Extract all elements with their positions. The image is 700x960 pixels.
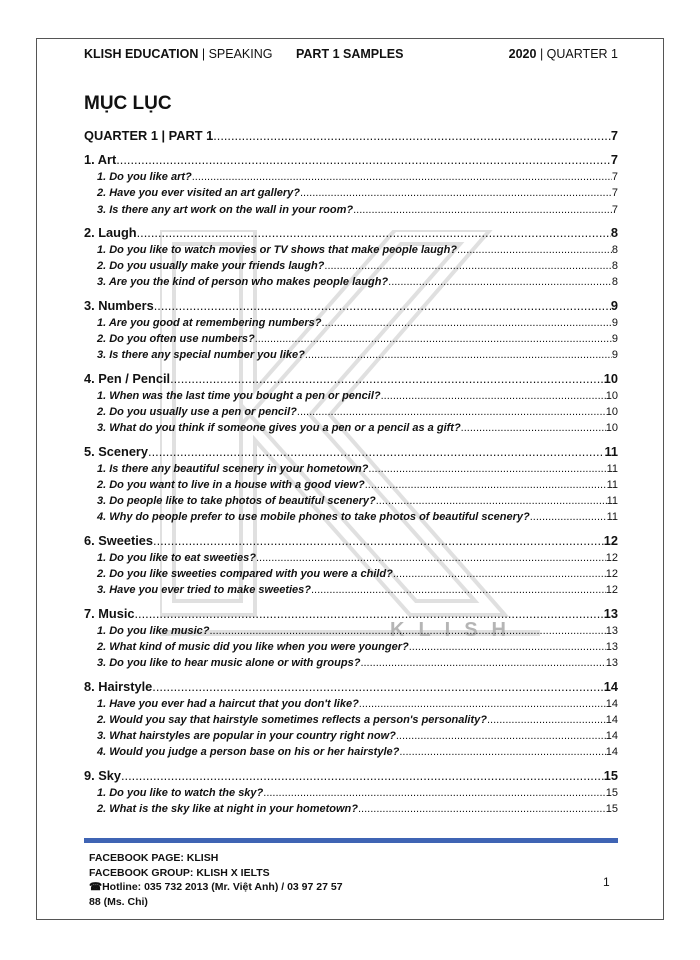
header-quarter: QUARTER 1 (546, 47, 618, 61)
toc-question-entry[interactable] (84, 404, 618, 420)
toc-question-entry-page: 10 (605, 389, 618, 402)
toc-question-entry[interactable] (84, 655, 618, 671)
toc-question-entry-title: 1. Is there any beautiful scenery in your hometown? (97, 462, 369, 475)
header-year: 2020 (508, 47, 537, 61)
toc-quarter-entry[interactable] (84, 126, 618, 145)
footer-hotline-line (89, 880, 349, 909)
toc-leader-dots (256, 550, 606, 566)
toc-question-entry-page: 7 (611, 171, 618, 183)
toc-question-entry[interactable] (84, 477, 618, 493)
toc-leader-dots (487, 712, 606, 728)
toc-question-entry[interactable] (84, 744, 618, 760)
page-number: 1 (603, 875, 610, 889)
toc-section-entry[interactable] (84, 442, 618, 461)
toc-question-entry[interactable] (84, 202, 618, 218)
toc-question-entry-title: 3. What hairstyles are popular in your country right now? (97, 730, 396, 743)
toc-leader-dots (461, 420, 606, 436)
toc-leader-dots (358, 801, 606, 817)
page-footer (89, 851, 349, 909)
toc-question-entry-page: 9 (611, 333, 618, 346)
toc-question-entry[interactable] (84, 258, 618, 274)
toc-question-entry-page: 8 (611, 243, 618, 256)
toc-question-entry[interactable] (84, 185, 618, 201)
toc-section-entry[interactable] (84, 531, 618, 550)
toc-leader-dots (135, 604, 604, 623)
toc-title: MỤC LỤC (84, 93, 172, 114)
header-separator: | (198, 47, 209, 61)
toc-question-entry-title: 1. Do you like music? (97, 624, 210, 637)
toc-question-entry-title: 2. Do you like sweeties compared with you were a child? (97, 568, 393, 581)
toc-leader-dots (360, 655, 605, 671)
toc-question-entry-page: 9 (611, 316, 618, 329)
toc-question-entry-title: 1. Do you like to eat sweeties? (97, 551, 256, 564)
toc-section-entry-page: 12 (603, 532, 618, 548)
toc-question-entry-page: 11 (606, 495, 618, 508)
toc-question-entry-title: 3. What do you think if someone gives you a pen or a pencil as a gift? (97, 422, 461, 435)
header-org: KLISH EDUCATION (84, 47, 199, 61)
toc-section-entry[interactable] (84, 604, 618, 623)
toc-leader-dots (393, 566, 606, 582)
toc-question-entry-page: 15 (605, 786, 618, 799)
toc-question-entry-title: 1. Have you ever had a haircut that you don't like? (97, 697, 359, 710)
toc-section-entry[interactable] (84, 150, 618, 169)
toc-question-entry-title: 4. Would you judge a person base on his or her hairstyle? (97, 746, 400, 759)
toc-section-entry-page: 9 (610, 297, 618, 313)
toc-question-entry-title: 2. Do you usually make your friends laugh? (97, 260, 325, 273)
toc-section-entry[interactable] (84, 223, 618, 242)
toc-question-entry[interactable] (84, 274, 618, 290)
toc-question-entry-page: 14 (605, 730, 618, 743)
toc-question-entry[interactable] (84, 801, 618, 817)
toc-section-entry-page: 7 (610, 152, 618, 167)
footer-facebook-page: FACEBOOK PAGE: KLISH (89, 852, 219, 864)
toc-question-entry-title: 4. Why do people prefer to use mobile phones to take photos of beautiful scenery? (97, 511, 530, 524)
toc-section-entry-page: 11 (604, 443, 618, 459)
table-of-contents (84, 126, 618, 817)
toc-section-entry-page: 13 (603, 605, 618, 621)
toc-leader-dots (209, 623, 605, 639)
toc-leader-dots (255, 331, 612, 347)
toc-question-entry[interactable] (84, 785, 618, 801)
toc-question-entry[interactable] (84, 388, 618, 404)
toc-question-entry-title: 1. Do you like art? (97, 171, 192, 183)
toc-section-entry-page: 10 (603, 370, 618, 386)
toc-leader-dots (137, 223, 611, 242)
toc-question-entry-page: 8 (611, 260, 618, 273)
toc-leader-dots (116, 150, 611, 169)
toc-question-entry-page: 10 (605, 422, 618, 435)
toc-question-entry[interactable] (84, 696, 618, 712)
toc-quarter-title: QUARTER 1 | PART 1 (84, 128, 214, 143)
toc-question-entry[interactable] (84, 712, 618, 728)
toc-section-entry-title: 5. Scenery (84, 443, 149, 459)
toc-question-entry-page: 12 (605, 584, 618, 597)
toc-section-entry-title: 3. Numbers (84, 297, 154, 313)
toc-leader-dots (121, 766, 604, 785)
toc-question-entry-title: 3. Do you like to hear music alone or with groups? (97, 657, 361, 670)
toc-question-entry[interactable] (84, 169, 618, 185)
header-left (84, 45, 272, 63)
toc-leader-dots (457, 242, 612, 258)
toc-leader-dots (322, 315, 612, 331)
toc-leader-dots (376, 493, 607, 509)
phone-icon: ☎ (89, 881, 103, 893)
toc-leader-dots (353, 202, 612, 218)
toc-question-entry-page: 13 (605, 657, 618, 670)
toc-leader-dots (154, 296, 611, 315)
toc-leader-dots (530, 509, 607, 525)
toc-question-entry[interactable] (84, 623, 618, 639)
toc-question-entry[interactable] (84, 461, 618, 477)
toc-leader-dots (365, 477, 607, 493)
toc-question-entry[interactable] (84, 315, 618, 331)
toc-question-entry-page: 11 (606, 511, 618, 524)
toc-question-entry-title: 3. Are you the kind of person who makes people laugh? (97, 276, 389, 289)
footer-hotline: Hotline: 035 732 2013 (Mr. Việt Anh) / 03 97 27 57 88 (Ms. Chi) (89, 881, 343, 908)
toc-question-entry-title: 2. What is the sky like at night in your hometown? (97, 803, 358, 816)
toc-question-entry-page: 12 (605, 551, 618, 564)
header-skill: SPEAKING (208, 47, 273, 61)
toc-question-entry-title: 2. Do you want to live in a house with a good view? (97, 478, 365, 491)
toc-leader-dots (396, 728, 606, 744)
toc-leader-dots (409, 639, 606, 655)
toc-question-entry-page: 7 (611, 203, 618, 216)
footer-divider-bar (84, 838, 618, 843)
toc-section-entry-title: 2. Laugh (84, 224, 137, 240)
toc-question-entry-page: 8 (611, 276, 618, 289)
toc-question-entry-page: 12 (605, 568, 618, 581)
toc-question-entry-page: 13 (605, 640, 618, 653)
toc-question-entry-page: 13 (605, 624, 618, 637)
toc-leader-dots (170, 369, 604, 388)
page-header (84, 45, 618, 63)
toc-question-entry[interactable] (84, 509, 618, 525)
toc-question-entry[interactable] (84, 550, 618, 566)
toc-question-entry-title: 3. Is there any art work on the wall in your room? (97, 203, 354, 216)
toc-question-entry-title: 2. Have you ever visited an art gallery? (97, 187, 300, 200)
toc-leader-dots (305, 347, 612, 363)
toc-section-entry-title: 9. Sky (84, 767, 121, 783)
toc-question-entry-title: 2. What kind of music did you like when you were younger? (97, 640, 409, 653)
toc-question-entry-title: 3. Is there any special number you like? (97, 349, 305, 362)
toc-section-entry[interactable] (84, 369, 618, 388)
toc-section-entry-page: 14 (603, 678, 618, 694)
toc-section-entry-page: 15 (603, 767, 618, 783)
toc-leader-dots (388, 274, 612, 290)
toc-leader-dots (324, 258, 611, 274)
toc-question-entry-page: 7 (611, 187, 618, 200)
toc-leader-dots (192, 169, 612, 185)
toc-leader-dots (300, 185, 612, 201)
toc-question-entry[interactable] (84, 566, 618, 582)
watermark-text: KLISH (390, 619, 520, 641)
toc-question-entry-page: 15 (605, 803, 618, 816)
toc-leader-dots (152, 677, 603, 696)
toc-question-entry-page: 11 (606, 478, 618, 491)
toc-section-entry-title: 8. Hairstyle (84, 678, 153, 694)
toc-question-entry-page: 14 (605, 713, 618, 726)
toc-question-entry[interactable] (84, 331, 618, 347)
toc-section-entry[interactable] (84, 296, 618, 315)
toc-section-entry-page: 8 (610, 224, 618, 240)
toc-section-entry[interactable] (84, 766, 618, 785)
toc-question-entry-title: 2. Would you say that hairstyle sometimes reflects a person's personality? (97, 713, 487, 726)
toc-question-entry[interactable] (84, 347, 618, 363)
toc-question-entry-title: 1. When was the last time you bought a pen or pencil? (97, 389, 381, 402)
toc-question-entry-title: 3. Have you ever tried to make sweeties? (97, 584, 311, 597)
toc-leader-dots (148, 442, 604, 461)
header-doc-title: PART 1 SAMPLES (296, 47, 404, 61)
toc-section-entry[interactable] (84, 677, 618, 696)
toc-question-entry-page: 11 (606, 462, 618, 475)
toc-section-entry-title: 4. Pen / Pencil (84, 370, 171, 386)
footer-facebook-group: FACEBOOK GROUP: KLISH X IELTS (89, 866, 270, 879)
toc-question-entry[interactable] (84, 728, 618, 744)
toc-question-entry-page: 14 (605, 746, 618, 759)
toc-question-entry-title: 2. Do you often use numbers? (97, 333, 255, 346)
toc-question-entry-title: 3. Do people like to take photos of beautiful scenery? (97, 495, 376, 508)
toc-leader-dots (399, 744, 605, 760)
toc-question-entry-page: 10 (605, 405, 618, 418)
toc-question-entry-page: 9 (611, 349, 618, 362)
toc-leader-dots (359, 696, 606, 712)
toc-question-entry[interactable] (84, 242, 618, 258)
toc-section-entry-title: 1. Art (84, 152, 117, 167)
header-right (509, 45, 618, 63)
toc-quarter-page: 7 (610, 128, 618, 143)
toc-question-entry-title: 2. Do you usually use a pen or pencil? (97, 405, 297, 418)
toc-question-entry-title: 1. Are you good at remembering numbers? (97, 316, 322, 329)
toc-question-entry[interactable] (84, 582, 618, 598)
toc-section-entry-title: 6. Sweeties (84, 532, 154, 548)
toc-question-entry[interactable] (84, 639, 618, 655)
toc-leader-dots (153, 531, 604, 550)
header-separator-2: | (536, 47, 547, 61)
toc-leader-dots (297, 404, 606, 420)
toc-question-entry-title: 1. Do you like to watch the sky? (97, 786, 264, 799)
toc-section-entry-title: 7. Music (84, 605, 135, 621)
toc-question-entry[interactable] (84, 420, 618, 436)
toc-question-entry[interactable] (84, 493, 618, 509)
toc-leader-dots (263, 785, 605, 801)
toc-leader-dots (368, 461, 606, 477)
toc-question-entry-title: 1. Do you like to watch movies or TV shows that make people laugh? (97, 243, 458, 256)
toc-leader-dots (213, 126, 611, 145)
toc-leader-dots (311, 582, 606, 598)
toc-leader-dots (381, 388, 606, 404)
toc-question-entry-page: 14 (605, 697, 618, 710)
